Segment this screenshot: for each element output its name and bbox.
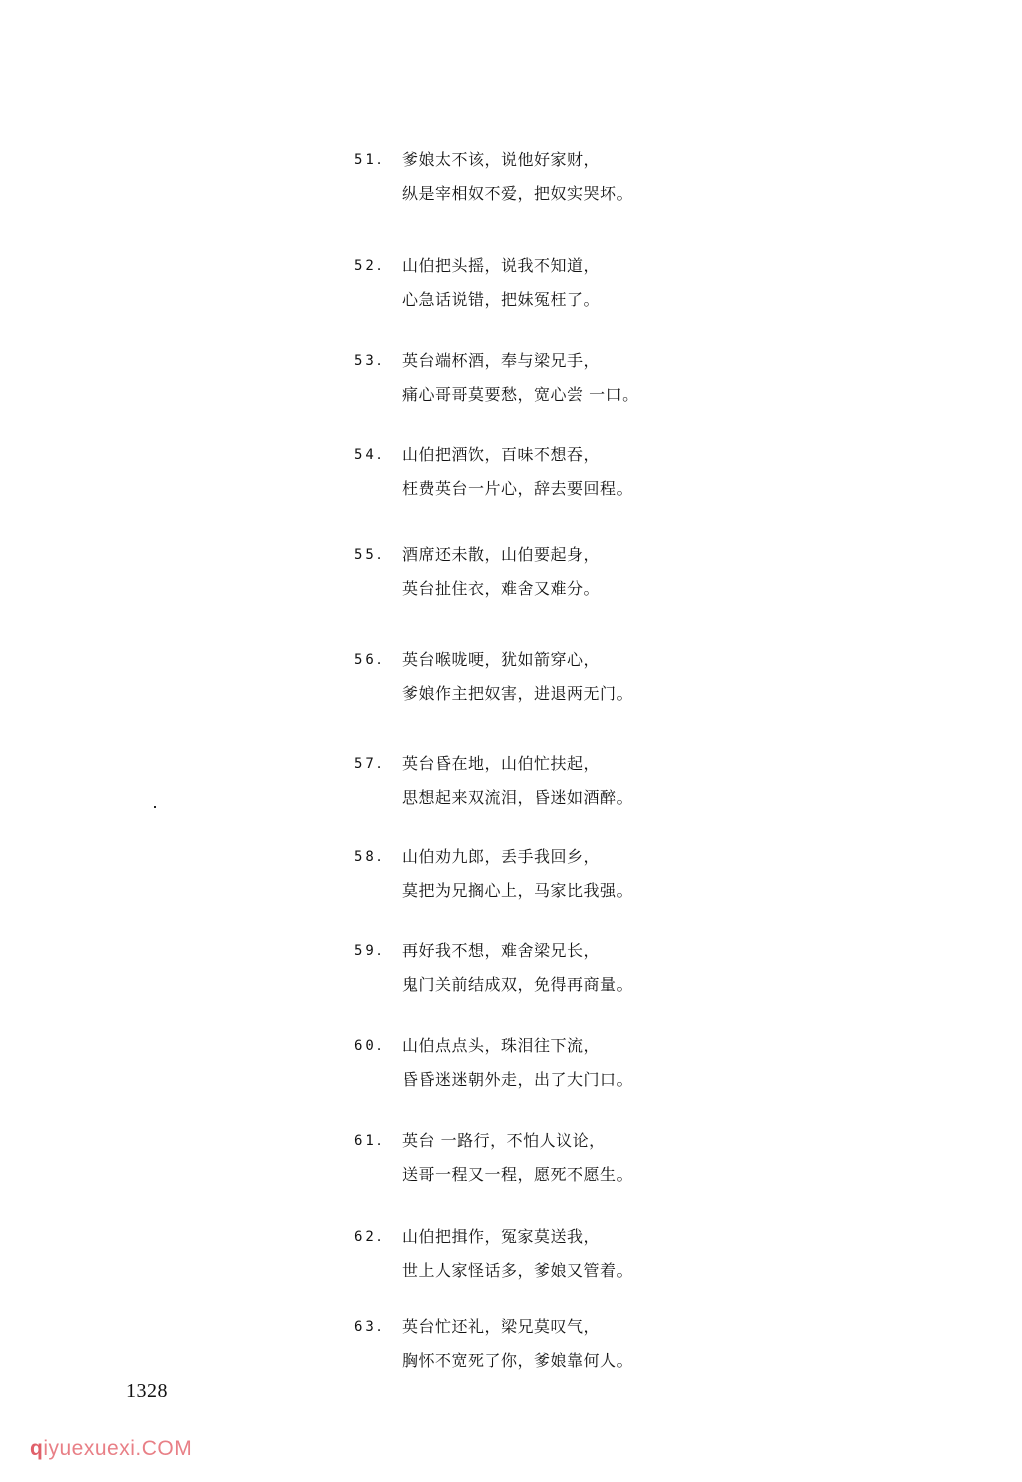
verse-line-1: 山伯把揖作，冤家莫送我，	[402, 1227, 601, 1246]
watermark-logo-letter: q	[30, 1437, 44, 1460]
stray-dot	[154, 806, 156, 808]
verse-number: 54．	[354, 447, 394, 463]
verse-number: 61．	[354, 1133, 394, 1149]
verse-line-1: 英台喉咙哽，犹如箭穿心，	[402, 650, 601, 669]
verse-line-1: 山伯点点头，珠泪往下流，	[402, 1036, 601, 1055]
verse-line-2: 思想起来双流泪，昏迷如酒醉。	[402, 788, 634, 807]
verse-line-1: 英台忙还礼，梁兄莫叹气，	[402, 1317, 601, 1336]
verse-line-2: 英台扯住衣，难舍又难分。	[402, 579, 601, 598]
page-number: 1328	[126, 1380, 168, 1402]
verse-number: 60．	[354, 1038, 394, 1054]
verse-line-2: 送哥一程又一程，愿死不愿生。	[402, 1165, 634, 1184]
verse-number: 52．	[354, 258, 394, 274]
verse-number: 59．	[354, 943, 394, 959]
verse-line-2: 爹娘作主把奴害，进退两无门。	[402, 684, 634, 703]
verse-line-2: 世上人家怪话多，爹娘又管着。	[402, 1261, 634, 1280]
verse-line-1: 英台 一路行，不怕人议论，	[402, 1131, 606, 1150]
verse-line-2: 鬼门关前结成双，免得再商量。	[402, 975, 634, 994]
verse-number: 57．	[354, 756, 394, 772]
verse-number: 62．	[354, 1229, 394, 1245]
verse-line-1: 山伯劝九郎，丢手我回乡，	[402, 847, 601, 866]
verse-line-1: 酒席还未散，山伯要起身，	[402, 545, 601, 564]
verse-line-2: 纵是宰相奴不爱，把奴实哭坏。	[402, 184, 634, 203]
verse-line-2: 枉费英台一片心，辞去要回程。	[402, 479, 634, 498]
verse-line-2: 胸怀不宽死了你，爹娘靠何人。	[402, 1351, 634, 1370]
verse-line-2: 心急话说错，把妹冤枉了。	[402, 290, 601, 309]
verse-number: 63．	[354, 1319, 394, 1335]
verse-line-1: 英台端杯酒，奉与梁兄手，	[402, 351, 601, 370]
verse-line-2: 莫把为兄搁心上，马家比我强。	[402, 881, 634, 900]
verse-number: 55．	[354, 547, 394, 563]
verse-line-2: 痛心哥哥莫要愁，宽心尝 一口。	[402, 385, 639, 404]
verse-number: 56．	[354, 652, 394, 668]
verse-line-1: 山伯把头摇，说我不知道，	[402, 256, 601, 275]
verse-line-1: 再好我不想，难舍梁兄长，	[402, 941, 601, 960]
watermark-text: iyuexuexi.COM	[43, 1437, 193, 1460]
verse-line-1: 英台昏在地，山伯忙扶起，	[402, 754, 601, 773]
watermark	[30, 1437, 192, 1461]
verse-number: 58．	[354, 849, 394, 865]
verse-line-1: 爹娘太不该，说他好家财，	[402, 150, 601, 169]
verse-number: 51．	[354, 152, 394, 168]
verse-number: 53．	[354, 353, 394, 369]
verse-line-2: 昏昏迷迷朝外走，出了大门口。	[402, 1070, 634, 1089]
verse-line-1: 山伯把酒饮，百味不想吞，	[402, 445, 601, 464]
